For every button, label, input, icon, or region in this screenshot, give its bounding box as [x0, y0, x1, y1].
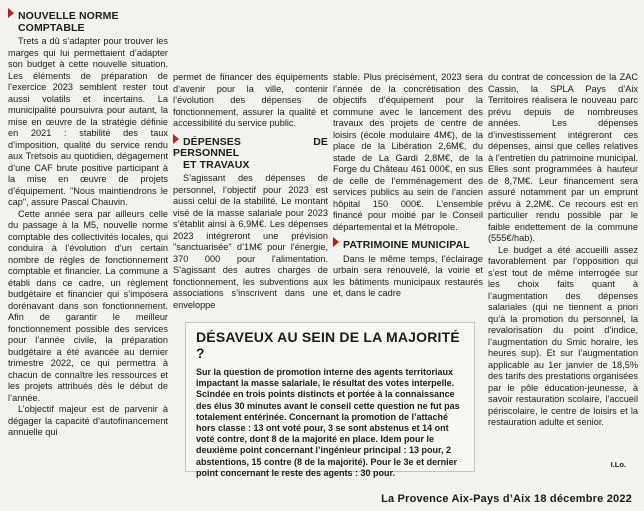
heading-line-2: ET TRAVAUX [183, 158, 250, 171]
paragraph: du contrat de concession de la ZAC Cassin, la SPLA Pays d’Aix Territoires réalisera le nouveau parc prévu depuis de nombreuses années. Les dépenses d’investissement intégreront ces dépenses, ainsi que celles relatives à l’entretien du patrimoine municipal. Elles sont programmées à hauteur de 8,7M€. Leur financement sera assuré notamment par un emprunt prévu à 2,2M€. Ce recours est en particulier rendu possible par le faible endettement de la commune (555€/hab). [488, 72, 638, 243]
column-2 [173, 72, 328, 311]
heading-line-1: DÉPENSES DE PERSONNEL [173, 135, 328, 159]
paragraph: Trets a dû s’adapter pour trouver les marges qui lui permettaient d’adapter son budget à cette nouvelle situation. Les éléments de préparation de l’exercice 2023 semblent rester tout aussi volatils et incertains. La municipalité poursuivra pour autant, la mise en œuvre de la stratégie définie en 2021 : stabilité des taux d’imposition, qualité du service rendu aux Tretsois au quotidien, dégagement d’une CAF brute positive participant à la mise en œuvre de projets d’équipement. "Nous maintiendrons le cap", assure Pascal Chauvin. [8, 36, 168, 207]
column-3 [333, 72, 483, 300]
paragraph: stable. Plus précisément, 2023 sera l’année de la concrétisation des objectifs d’équipement pour la commune avec le lancement des travaux des projets de centre de loisirs (école modulaire 4M€), de la place de la Libération 2,6M€, du stade de La Gardi 2,8M€, de la Forge du Château 461 000€, en sus de celle de l’emménagement des services publics au sein de l’ancien hôpital 150 000€. L’ensemble financé pour moitié par le Conseil départemental et la Métropole. [333, 72, 483, 232]
red-marker-icon [333, 237, 339, 247]
section-heading-nouvelle-norme [8, 8, 168, 34]
section-heading-depenses [173, 134, 328, 172]
heading-line-1: NOUVELLE NORME [18, 10, 119, 22]
section-heading-patrimoine [333, 237, 483, 252]
paragraph: S’agissant des dépenses de personnel, l’objectif pour 2023 est aussi celui de la stabilité. Le montant visé de la masse salariale pour 2023 s’établit ainsi à 6,9M€. Les dépenses 2023 intégreront une prévision "sanctuarisée" d’1M€ pour l’énergie, 370 000 pour l’alimentation. S’agissant des autres charges de fonctionnement, les subventions aux associations s’inscrivent dans une enveloppe [173, 173, 328, 310]
paragraph: permet de financer des équipements d’avenir pour la ville, contenir l’évolution des dépenses de fonctionnement, assurer la qualité et accessibilité du service public. [173, 72, 328, 128]
author-signature: I.Lo. [610, 460, 626, 469]
paragraph: Cette année sera par ailleurs celle du passage à la M5, nouvelle norme comptable des collectivités locales, qui conduira à l’évolution d’un certain nombre de règles de fonctionnement comptable et financier. La commune a établi dans ce cadre, un règlement budgétaire et financier qui s’imposera dorénavant dans son fonctionnement. Afin de garantir le meilleur fonctionnement possible des services pour l’année civile, la préparation budgétaire a été avancée au dernier trimestre 2022, ce qui permettra à chacun de connaître les ressources et les projets attribués dès le début de l’année. [8, 208, 168, 403]
red-marker-icon [173, 134, 179, 144]
column-4 [488, 72, 638, 429]
inset-box [185, 322, 475, 478]
box-text: Sur la question de promotion interne des agents territoriaux impactant la masse salariale, le résultat des votes interpelle. Scindée en trois points distincts et portée à la connaissance des élus 30 minutes avant le conseil cette question ne fut pas totalement entérinée. Concernant la promotion de l’attaché hors classe : 13 ont voté pour, 3 se sont abstenus et 14 ont voté contre, dont 8 de la majorité en place. Idem pour le deuxième point concernant l’ingénieur principal : 13 pour, 2 abstentions, 15 contre (8 de la majorité). Pour le 3e et dernier point concernant le reste des agents : 30 pour. [196, 367, 460, 478]
paragraph: L’objectif majeur est de parvenir à dégager la capacité d’autofinancement annuelle qui [8, 404, 168, 437]
column-1 [8, 6, 168, 439]
red-marker-icon [8, 8, 14, 18]
heading-line-2: COMPTABLE [18, 21, 85, 34]
paragraph: Le budget a été accueilli assez favorablement par l’opposition qui s’est tout de même interrogée sur les choix faits quant à l’augmentation des dépenses salariales (qui ne tiennent a priori qu’à la promotion du personnel, la revalorisation du point d’indice, l’augmentation du Smic horaire, les heures sup). Et sur l’augmentation applicable au 1er janvier de 18,5% des tarifs des prestations organisées par le pôle éducation-jeunesse, à savoir restauration scolaire, l’accueil périscolaire, le centre de loisirs et la restauration adulte et senior. [488, 244, 638, 427]
heading-text: PATRIMOINE MUNICIPAL [343, 239, 470, 251]
paragraph: Dans le même temps, l’éclairage urbain sera renouvelé, la voirie et les bâtiments municipaux restaurés et, dans le cadre [333, 253, 483, 298]
box-title: DÉSAVEUX AU SEIN DE LA MAJORITÉ ? [196, 329, 460, 361]
page-footer: La Provence Aix-Pays d’Aix 18 décembre 2022 [381, 493, 632, 505]
